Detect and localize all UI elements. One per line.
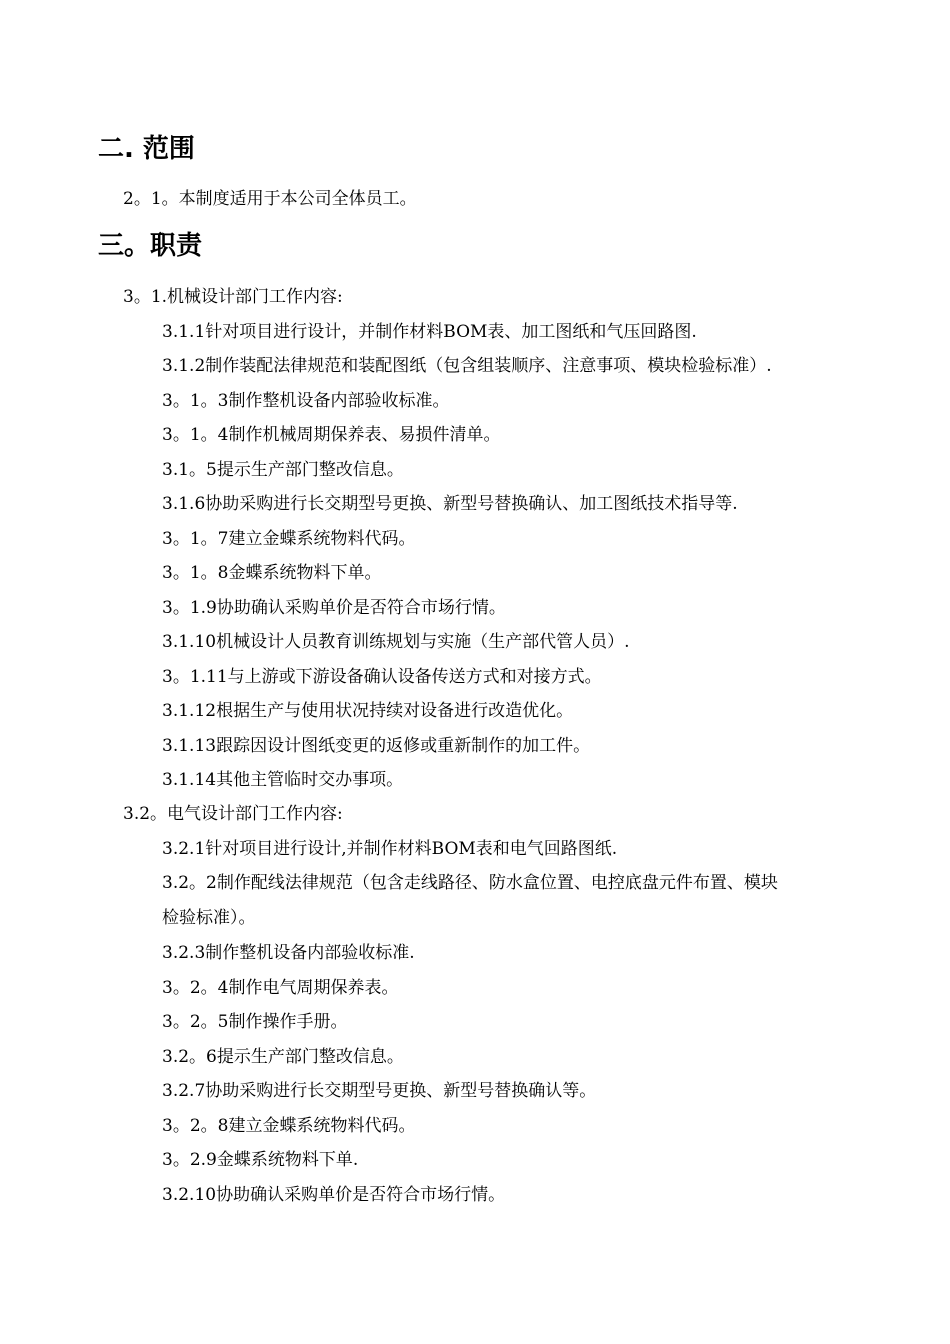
section-heading-responsibilities: 三。职责: [98, 231, 203, 261]
group-title-electrical: 3.2。电气设计部门工作内容:: [123, 804, 343, 824]
list-item: 3。2.9金蝶系统物料下单.: [162, 1150, 359, 1170]
list-item: 3.1。5提示生产部门整改信息。: [162, 460, 404, 480]
list-item: 3。1。4制作机械周期保养表、易损件清单。: [162, 425, 501, 445]
list-item: 2。1。本制度适用于本公司全体员工。: [123, 189, 417, 209]
list-item: 3.1.10机械设计人员教育训练规划与实施（生产部代管人员）.: [162, 632, 630, 652]
list-item: 3.1.6协助采购进行长交期型号更换、新型号替换确认、加工图纸技术指导等.: [162, 494, 738, 514]
list-item: 3.1.14其他主管临时交办事项。: [162, 770, 404, 790]
list-item: 3。2。8建立金蝶系统物料代码。: [162, 1116, 416, 1136]
list-item: 3.2。6提示生产部门整改信息。: [162, 1047, 404, 1067]
list-item: 检验标准）。: [162, 908, 256, 928]
list-item: 3。1。8金蝶系统物料下单。: [162, 563, 382, 583]
list-item: 3.2。2制作配线法律规范（包含走线路径、防水盒位置、电控底盘元件布置、模块: [162, 873, 778, 893]
list-item: 3.2.1针对项目进行设计,并制作材料BOM表和电气回路图纸.: [162, 839, 618, 859]
section-heading-scope: 二. 范围: [98, 134, 195, 164]
list-item: 3。2。4制作电气周期保养表。: [162, 978, 399, 998]
list-item: 3。1.11与上游或下游设备确认设备传送方式和对接方式。: [162, 667, 602, 687]
list-item: 3。2。5制作操作手册。: [162, 1012, 348, 1032]
list-item: 3。1.9协助确认采购单价是否符合市场行情。: [162, 598, 506, 618]
list-item: 3.1.1针对项目进行设计，并制作材料BOM表、加工图纸和气压回路图.: [162, 322, 697, 342]
list-item: 3。1。7建立金蝶系统物料代码。: [162, 529, 416, 549]
list-item: 3.1.13跟踪因设计图纸变更的返修或重新制作的加工件。: [162, 736, 591, 756]
list-item: 3.2.3制作整机设备内部验收标准.: [162, 943, 415, 963]
list-item: 3。1。3制作整机设备内部验收标准。: [162, 391, 450, 411]
list-item: 3.2.10协助确认采购单价是否符合市场行情。: [162, 1185, 506, 1205]
list-item: 3.1.2制作装配法律规范和装配图纸（包含组装顺序、注意事项、模块检验标准）.: [162, 356, 772, 376]
list-item: 3.1.12根据生产与使用状况持续对设备进行改造优化。: [162, 701, 574, 721]
list-item: 3.2.7协助采购进行长交期型号更换、新型号替换确认等。: [162, 1081, 597, 1101]
group-title-mechanical: 3。1.机械设计部门工作内容:: [123, 287, 343, 307]
